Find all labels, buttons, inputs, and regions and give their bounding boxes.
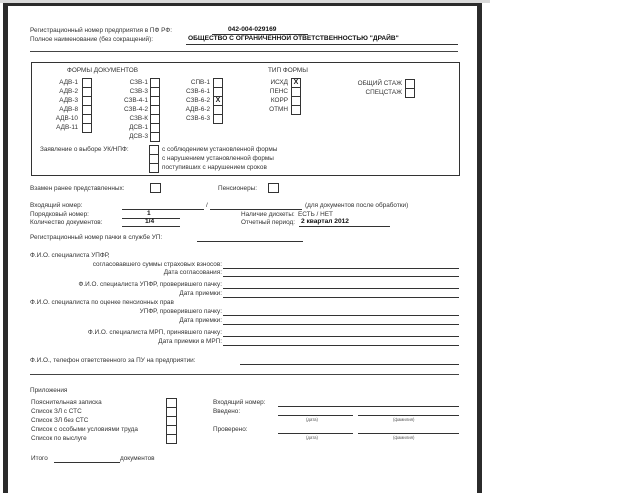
incoming-field-1[interactable] <box>122 209 204 210</box>
count-value[interactable]: 1/4 <box>145 218 155 225</box>
application-option: с соблюдением установленной формы <box>162 146 278 153</box>
form-label: СЗВ-6-1 <box>185 88 210 95</box>
pension-field[interactable] <box>223 315 459 316</box>
accept-date2-field[interactable] <box>223 324 459 325</box>
checked-surname-field[interactable] <box>358 433 459 434</box>
form-checkbox[interactable] <box>213 114 223 124</box>
full-name-label: Полное наименование (без сокращений): <box>30 36 154 43</box>
reg-number-label: Регистрационный номер предприятия в ПФ РФ: <box>30 27 172 34</box>
entered-label: Введено: <box>213 408 241 415</box>
form-checkbox[interactable] <box>150 132 160 142</box>
checked-date-caption: (дата) <box>306 435 318 440</box>
form-label: АДВ-3 <box>59 97 78 104</box>
pensioners-checkbox[interactable] <box>268 183 279 193</box>
approval-date-field[interactable] <box>223 276 459 277</box>
forms-title: ФОРМЫ ДОКУМЕНТОВ <box>67 67 138 74</box>
mrp-label: Ф.И.О. специалиста МРП, принявшего пачку: <box>87 329 222 336</box>
form-label: АДВ-2 <box>59 88 78 95</box>
count-underline <box>122 226 180 227</box>
attach-incoming-label: Входящий номер: <box>213 399 266 406</box>
period-value[interactable]: 2 квартал 2012 <box>301 218 349 225</box>
form-label: АДВ-8 <box>59 106 78 113</box>
count-label: Количество документов: <box>30 219 103 226</box>
serial-value[interactable]: 1 <box>147 210 151 217</box>
period-label: Отчетный период: <box>241 219 296 226</box>
responsible-label: Ф.И.О., телефон ответственного за ПУ на предприятии: <box>30 357 196 364</box>
replacement-checkbox[interactable] <box>150 183 161 193</box>
form-label: ДСВ-3 <box>129 133 148 140</box>
form-label: АДВ-1 <box>59 79 78 86</box>
entered-surname-field[interactable] <box>358 415 459 416</box>
checked-label: Проверено: <box>213 426 248 433</box>
incoming-note: (для документов после обработки) <box>305 202 409 209</box>
mrp-date-label: Дата приемки в МРП: <box>158 338 222 345</box>
pension-line2: УПФР, проверившего пачку: <box>139 308 222 315</box>
attachment-item: Пояснительная записка <box>31 399 102 406</box>
attach-incoming-field[interactable] <box>278 406 459 407</box>
batch-reg-field[interactable] <box>197 241 303 242</box>
form-label: АДВ-10 <box>55 115 78 122</box>
checked-date-field[interactable] <box>278 433 353 434</box>
application-option: с нарушением установленной формы <box>162 155 274 162</box>
total-label: Итого <box>31 455 48 462</box>
upfr-line2: согласовавшего суммы страховых взносов: <box>92 261 222 268</box>
pensioners-label: Пенсионеры: <box>218 185 258 192</box>
responsible-field[interactable] <box>240 364 459 365</box>
accept-date1-field[interactable] <box>223 297 459 298</box>
diskette-label: Наличие дискеты: <box>241 211 295 218</box>
full-name-value[interactable]: ОБЩЕСТВО С ОГРАНИЧЕННОЙ ОТВЕТСТВЕННОСТЬЮ "ДРАЙВ" <box>188 35 399 42</box>
mrp-field[interactable] <box>223 336 459 337</box>
full-name-underline <box>186 44 458 45</box>
pension-line1: Ф.И.О. специалиста по оценке пенсионных прав <box>30 299 174 306</box>
application-label: Заявление о выборе УК/НПФ: <box>40 146 129 153</box>
form-label: СЗВ-1 <box>129 79 148 86</box>
incoming-label: Входящий номер: <box>30 202 83 209</box>
incoming-separator: / <box>206 202 208 209</box>
form-label: СЗВ-К <box>129 115 148 122</box>
upfr-checked-label: Ф.И.О. специалиста УПФР, проверившего пачку: <box>78 281 222 288</box>
upfr-field[interactable] <box>223 268 459 269</box>
form-label: СЗВ-4-1 <box>123 97 148 104</box>
form-checkbox[interactable]: X <box>213 96 223 106</box>
reg-number-value[interactable]: 042-004-029169 <box>228 26 277 33</box>
attachment-checkbox[interactable] <box>166 434 177 444</box>
entered-surname-caption: (фамилия) <box>393 417 415 422</box>
incoming-field-2[interactable] <box>210 209 302 210</box>
period-underline <box>299 226 390 227</box>
checked-surname-caption: (фамилия) <box>393 435 415 440</box>
form-type-label: ИСХД <box>270 79 288 86</box>
form-type-title: ТИП ФОРМЫ <box>268 67 308 74</box>
form-label: ДСВ-1 <box>129 124 148 131</box>
form-checkbox[interactable] <box>82 123 92 133</box>
attachment-item: Список по выслуге <box>31 435 87 442</box>
form-label: СЗВ-6-3 <box>185 115 210 122</box>
form-type-label: КОРР <box>270 97 288 104</box>
form-label: СПВ-1 <box>190 79 210 86</box>
form-type-checkbox[interactable] <box>291 105 301 115</box>
attachment-item: Список ЗЛ с СТС <box>31 408 82 415</box>
header-divider <box>30 51 458 52</box>
form-label: СЗВ-4-2 <box>123 106 148 113</box>
stazh-checkbox[interactable] <box>405 88 415 98</box>
application-checkbox[interactable] <box>149 163 159 173</box>
replacement-label: Взамен ранее представленных: <box>30 185 125 192</box>
accept-date2-label: Дата приемки: <box>179 317 222 324</box>
form-type-label: ПЕНС <box>269 88 288 95</box>
form-label: АДВ-6-2 <box>185 106 210 113</box>
entered-date-caption: (дата) <box>306 417 318 422</box>
stazh-label: ОБЩИЙ СТАЖ <box>357 80 402 87</box>
upfr-checked-field[interactable] <box>223 288 459 289</box>
entered-date-field[interactable] <box>278 415 353 416</box>
attachment-item: Список с особыми условиями труда <box>31 426 138 433</box>
form-label: АДВ-11 <box>56 124 78 131</box>
batch-reg-label: Регистрационный номер пачки в службе УП: <box>30 234 163 241</box>
stazh-label: СПЕЦСТАЖ <box>365 89 402 96</box>
form-label: СЗВ-3 <box>129 88 148 95</box>
form-type-checkbox[interactable]: X <box>291 78 301 88</box>
attachments-divider <box>30 374 459 375</box>
mrp-date-field[interactable] <box>223 345 459 346</box>
approval-date-label: Дата согласования: <box>163 269 222 276</box>
total-field[interactable] <box>54 462 120 463</box>
total-suffix: документов <box>120 455 155 462</box>
accept-date1-label: Дата приемки: <box>179 290 222 297</box>
form-label: СЗВ-6-2 <box>185 97 210 104</box>
upfr-line1: Ф.И.О. специалиста УПФР, <box>30 252 110 259</box>
attachment-item: Список ЗЛ без СТС <box>31 417 89 424</box>
diskette-value: ЕСТЬ / НЕТ <box>298 211 333 218</box>
serial-label: Порядковый номер: <box>30 211 89 218</box>
attachments-title: Приложения <box>30 387 68 394</box>
application-option: поступивших с нарушением сроков <box>162 164 267 171</box>
form-type-label: ОТМН <box>269 106 288 113</box>
